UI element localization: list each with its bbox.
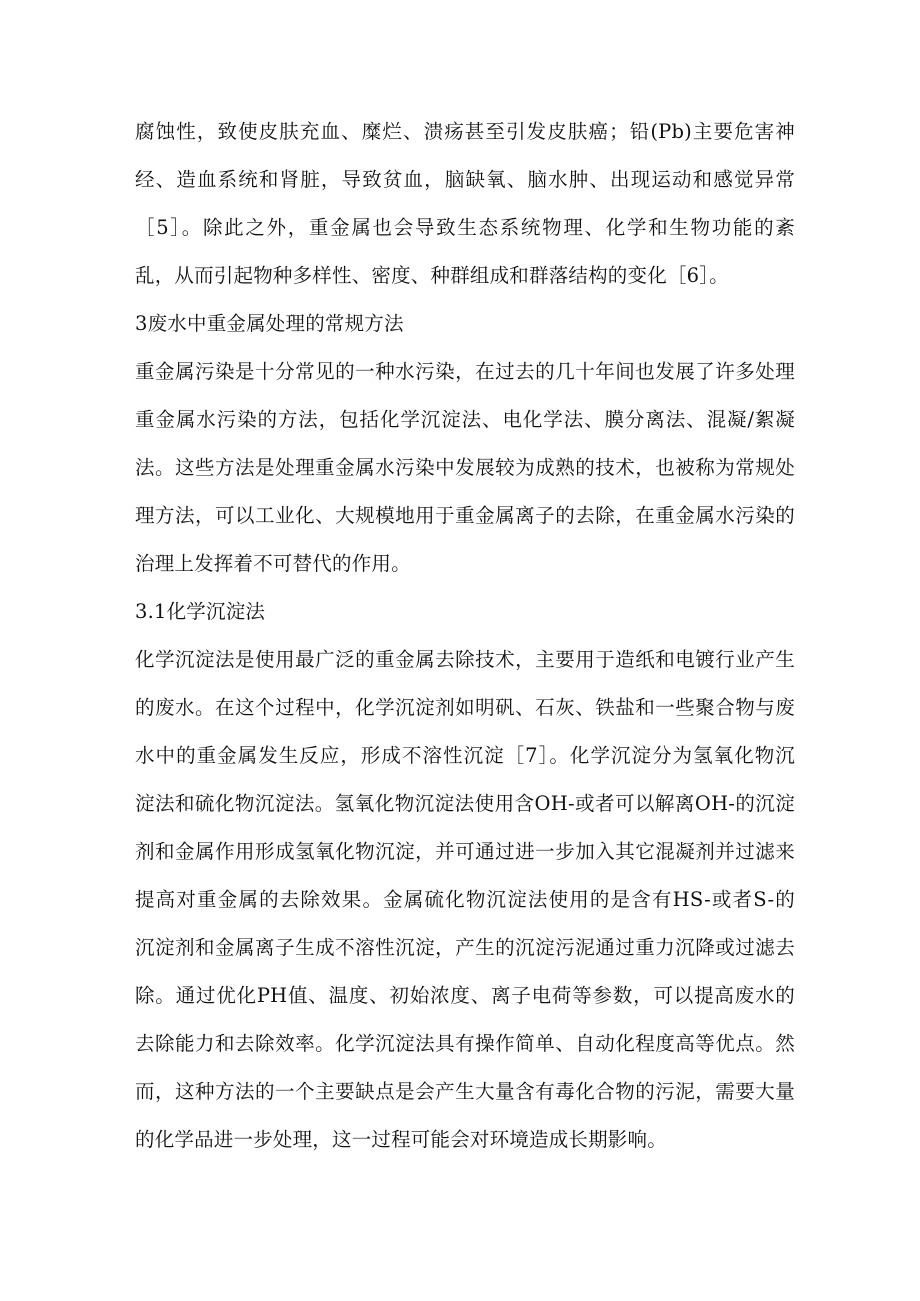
text-line: 理方法，可以工业化、大规模地用于重金属离子的去除，在重金属水污染的 (135, 504, 795, 527)
text-line: 去除能力和去除效率。化学沉淀法具有操作简单、自动化程度高等优点。然 (135, 1032, 795, 1055)
section-heading: 3废水中重金属处理的常规方法 (135, 312, 404, 335)
text-line: 除。通过优化PH值、温度、初始浓度、离子电荷等参数，可以提高废水的 (135, 984, 795, 1007)
text-line: 剂和金属作用形成氢氧化物沉淀，并可通过进一步加入其它混凝剂并过滤来 (135, 840, 795, 863)
text-line: 的化学品进一步处理，这一过程可能会对环境造成长期影响。 (135, 1128, 667, 1151)
text-line: 法。这些方法是处理重金属水污染中发展较为成熟的技术，也被称为常规处 (135, 456, 795, 479)
text-line: 的废水。在这个过程中，化学沉淀剂如明矾、石灰、铁盐和一些聚合物与废 (135, 696, 795, 719)
text-line: 腐蚀性，致使皮肤充血、糜烂、溃疡甚至引发皮肤癌；铅(Pb)主要危害神 (135, 120, 795, 143)
text-line: 提高对重金属的去除效果。金属硫化物沉淀法使用的是含有HS-或者S-的 (135, 888, 795, 911)
subsection-heading: 3.1化学沉淀法 (135, 600, 266, 623)
text-line: 沉淀剂和金属离子生成不溶性沉淀，产生的沉淀污泥通过重力沉降或过滤去 (135, 936, 795, 959)
text-line: 重金属污染是十分常见的一种水污染，在过去的几十年间也发展了许多处理 (135, 360, 795, 383)
text-line: 而，这种方法的一个主要缺点是会产生大量含有毒化合物的污泥，需要大量 (135, 1080, 795, 1103)
text-line: 水中的重金属发生反应，形成不溶性沉淀［7］。化学沉淀分为氢氧化物沉 (135, 744, 795, 767)
text-line: 经、造血系统和肾脏，导致贫血，脑缺氧、脑水肿、出现运动和感觉异常 (135, 168, 795, 191)
text-line: ［5］。除此之外，重金属也会导致生态系统物理、化学和生物功能的紊 (135, 216, 795, 239)
text-line: 治理上发挥着不可替代的作用。 (135, 552, 411, 575)
text-line: 淀法和硫化物沉淀法。氢氧化物沉淀法使用含OH-或者可以解离OH-的沉淀 (135, 792, 795, 815)
text-line: 乱，从而引起物种多样性、密度、种群组成和群落结构的变化［6］。 (135, 264, 729, 287)
text-line: 化学沉淀法是使用最广泛的重金属去除技术，主要用于造纸和电镀行业产生 (135, 648, 795, 671)
text-line: 重金属水污染的方法，包括化学沉淀法、电化学法、膜分离法、混凝/絮凝 (135, 408, 795, 431)
